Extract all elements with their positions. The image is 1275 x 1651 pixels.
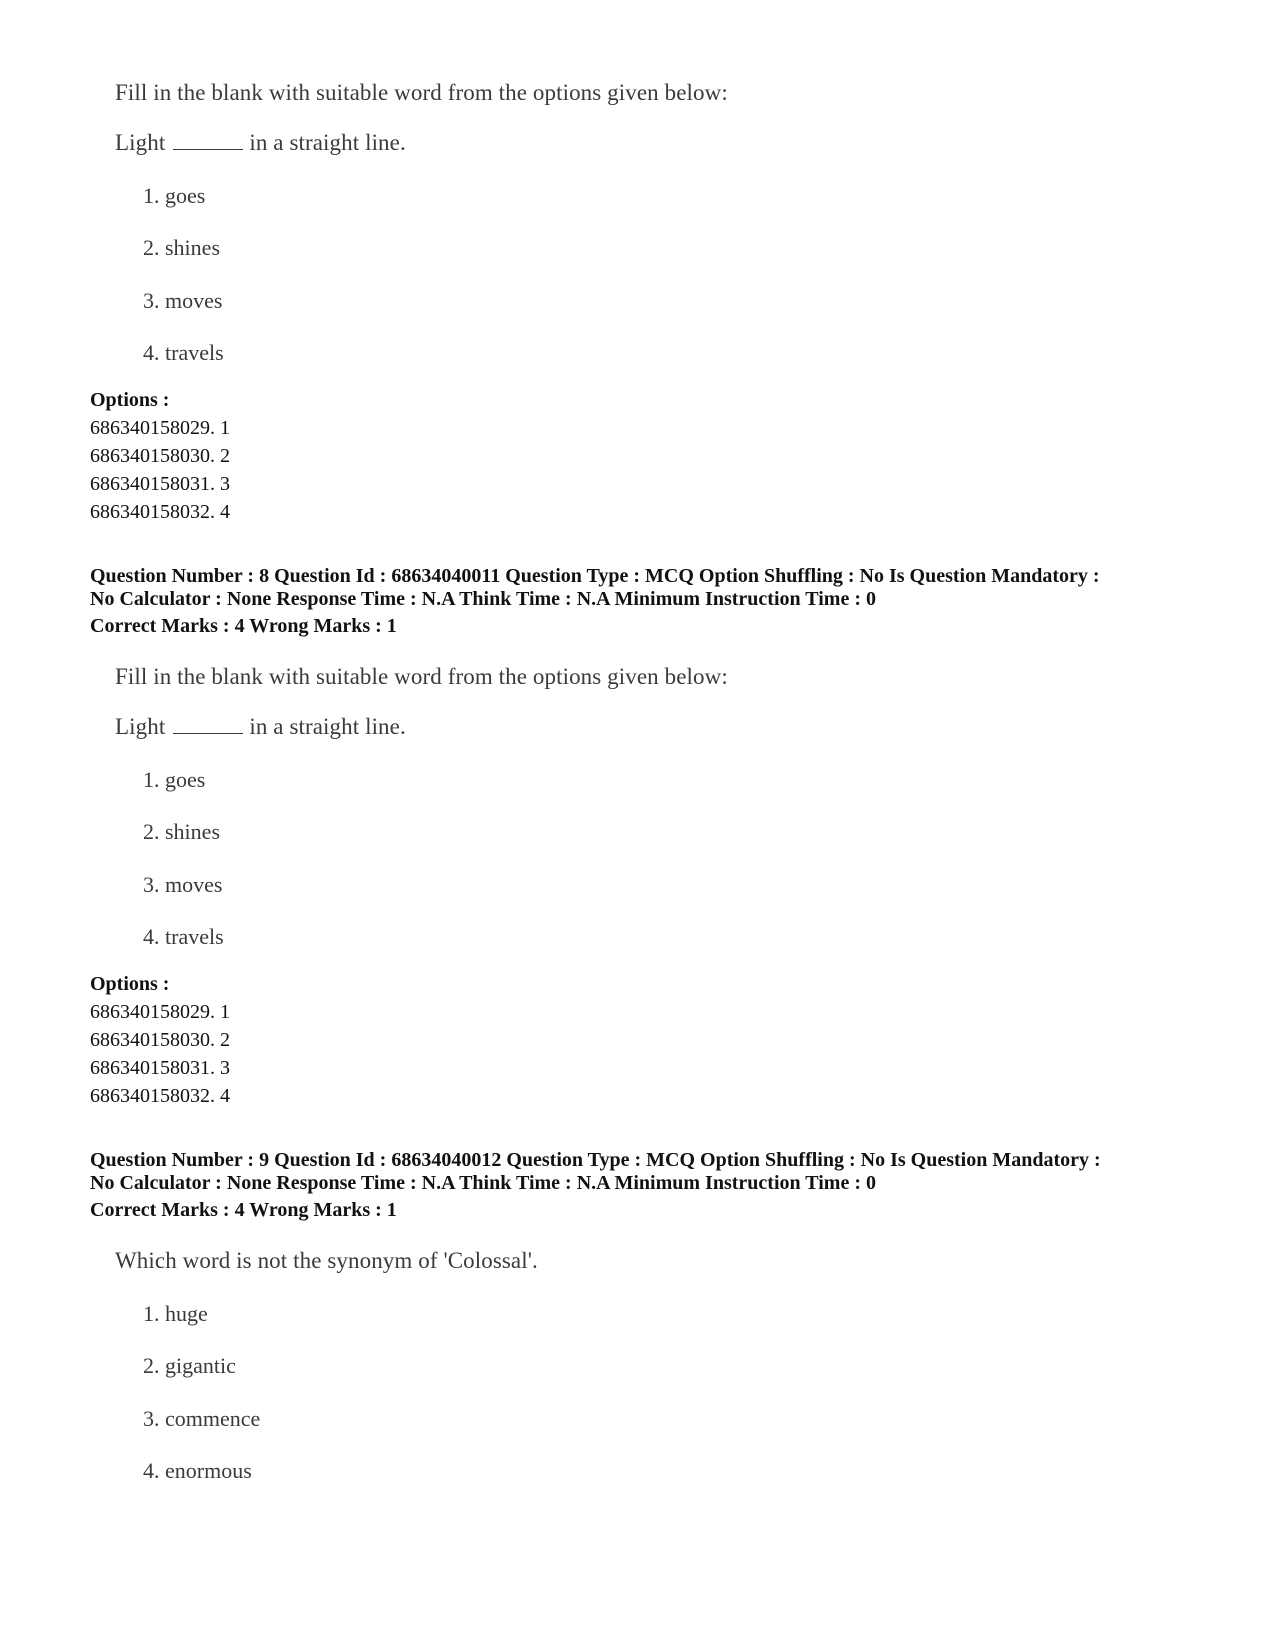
choice-item: 4. travels bbox=[143, 340, 224, 365]
sentence-start: Light bbox=[115, 130, 166, 155]
question-header-line2: No Calculator : None Response Time : N.A Think Time : N.A Minimum Instruction Time : 0 bbox=[90, 1172, 876, 1194]
option-id-line: 686340158030. 2 bbox=[90, 445, 230, 467]
blank-line bbox=[173, 732, 243, 734]
option-id-line: 686340158031. 3 bbox=[90, 473, 230, 495]
question-instruction: Fill in the blank with suitable word from the options given below: bbox=[115, 664, 728, 689]
choice-item: 2. gigantic bbox=[143, 1353, 236, 1378]
question-instruction: Fill in the blank with suitable word from the options given below: bbox=[115, 80, 728, 105]
choice-item: 2. shines bbox=[143, 819, 220, 844]
option-id-line: 686340158030. 2 bbox=[90, 1029, 230, 1051]
question-sentence bbox=[115, 714, 406, 740]
sentence-end: in a straight line. bbox=[249, 714, 406, 739]
question-marks: Correct Marks : 4 Wrong Marks : 1 bbox=[90, 1199, 397, 1221]
option-id-line: 686340158032. 4 bbox=[90, 1085, 230, 1107]
options-label: Options : bbox=[90, 973, 170, 995]
option-id-line: 686340158032. 4 bbox=[90, 501, 230, 523]
choice-item: 3. moves bbox=[143, 872, 223, 897]
blank-line bbox=[173, 148, 243, 150]
question-header-line1: Question Number : 9 Question Id : 68634040012 Question Type : MCQ Option Shuffling : No Is Question Mandatory : bbox=[90, 1149, 1101, 1171]
question-header-line1: Question Number : 8 Question Id : 68634040011 Question Type : MCQ Option Shuffling : No Is Question Mandatory : bbox=[90, 565, 1100, 587]
option-id-line: 686340158029. 1 bbox=[90, 1001, 230, 1023]
sentence-start: Light bbox=[115, 714, 166, 739]
question-marks: Correct Marks : 4 Wrong Marks : 1 bbox=[90, 615, 397, 637]
options-label: Options : bbox=[90, 389, 170, 411]
choice-item: 4. enormous bbox=[143, 1458, 252, 1483]
choice-item: 4. travels bbox=[143, 924, 224, 949]
choice-item: 1. huge bbox=[143, 1301, 208, 1326]
choice-item: 2. shines bbox=[143, 235, 220, 260]
question-sentence bbox=[115, 130, 406, 156]
question-header-line2: No Calculator : None Response Time : N.A Think Time : N.A Minimum Instruction Time : 0 bbox=[90, 588, 876, 610]
option-id-line: 686340158029. 1 bbox=[90, 417, 230, 439]
option-id-line: 686340158031. 3 bbox=[90, 1057, 230, 1079]
choice-item: 3. moves bbox=[143, 288, 223, 313]
choice-item: 3. commence bbox=[143, 1406, 261, 1431]
sentence-end: in a straight line. bbox=[249, 130, 406, 155]
choice-item: 1. goes bbox=[143, 767, 206, 792]
question-text: Which word is not the synonym of 'Colossal'. bbox=[115, 1248, 538, 1273]
choice-item: 1. goes bbox=[143, 183, 206, 208]
